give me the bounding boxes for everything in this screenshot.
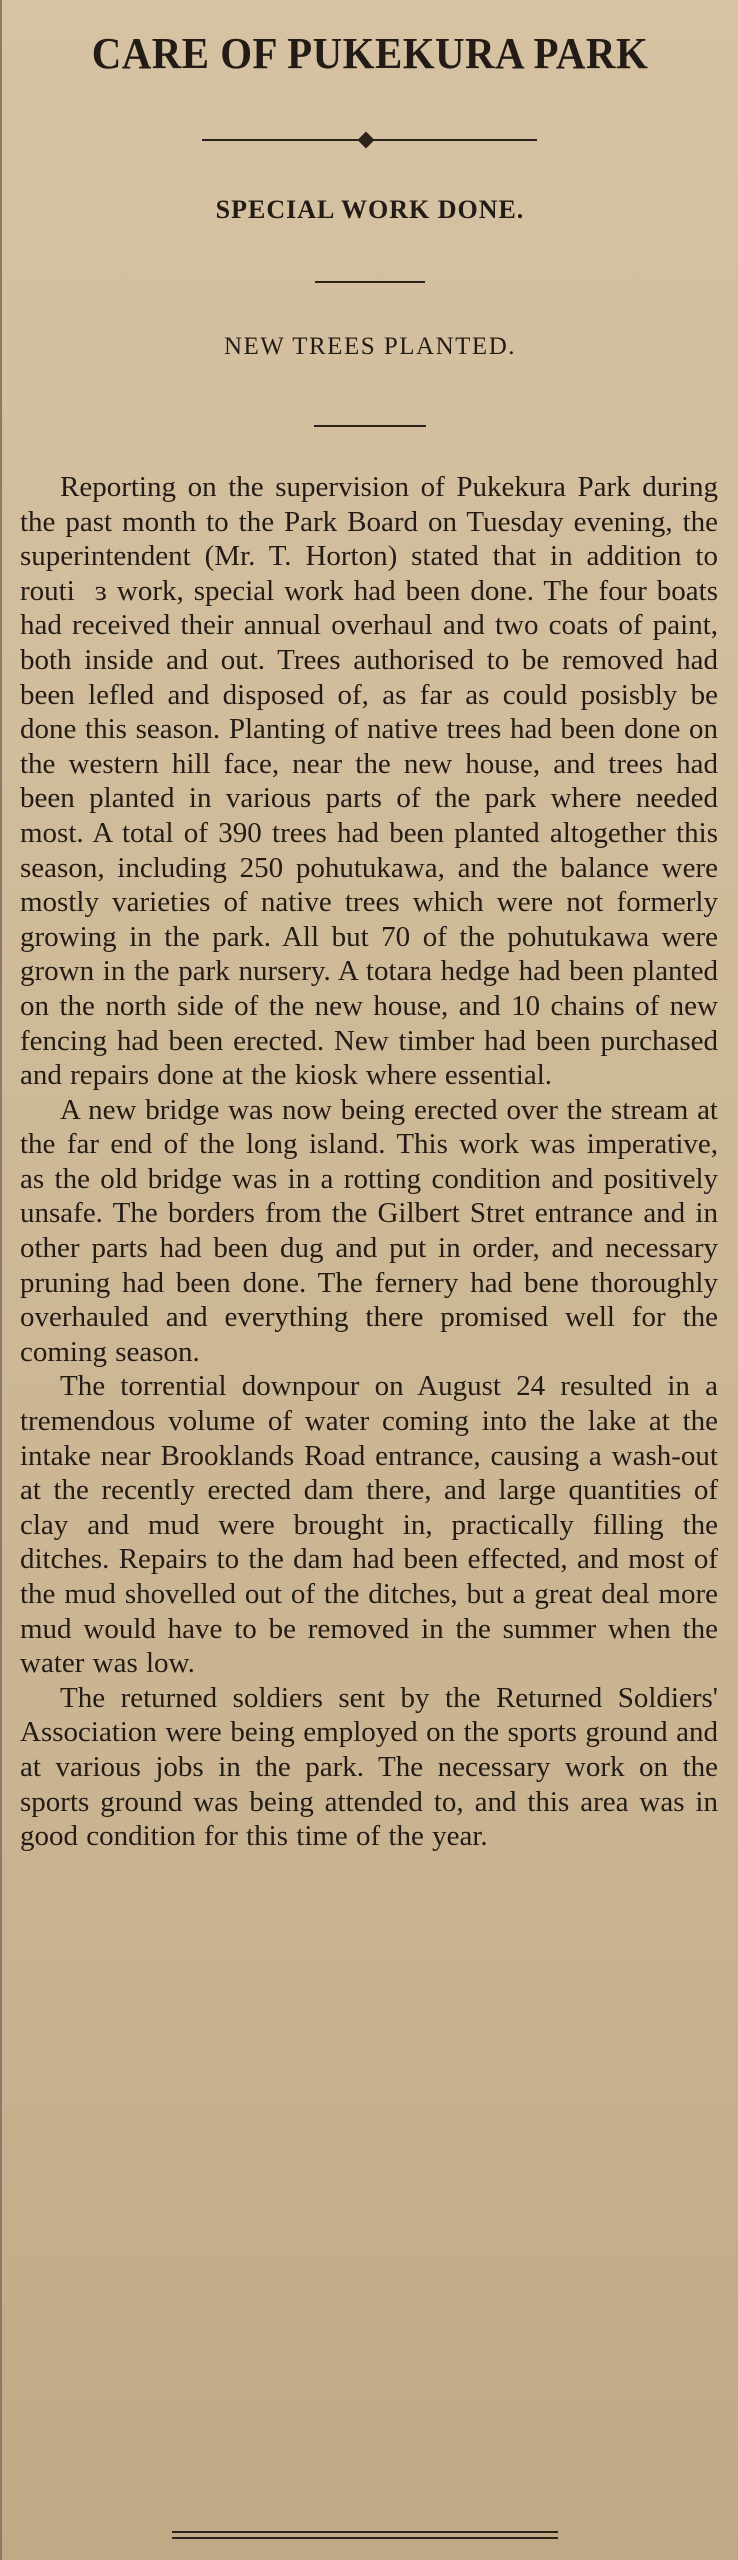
article-paragraph: The returned soldiers sent by the Returned Soldiers' Association were being employed on the sports ground and at various jobs in the park. The necessary work on the sports ground was being attended to, and this area was in good condition for this time of the year. <box>20 1681 718 1853</box>
subheading-special-work: SPECIAL WORK DONE. <box>215 195 525 224</box>
divider-rule <box>315 281 425 283</box>
article-paragraph: The torrential downpour on August 24 resulted in a tremendous volume of water coming into the lake at the intake near Brooklands Road entrance, causing a wash-out at the recently erected dam there, and large quantities of clay and mud were brought in, practically filling the ditches. Repairs to the dam had been effected, and most of the mud shovelled out of the ditches, but a great deal more mud would have to be removed in the summer when the water was low. <box>20 1370 718 1680</box>
divider-rule <box>314 425 426 427</box>
diamond-ornament-icon <box>358 132 375 149</box>
end-double-rule <box>172 2531 558 2539</box>
headline: CARE OF PUKEKURA PARK <box>91 29 649 78</box>
article-body <box>20 470 718 1854</box>
subheading-new-trees: NEW TREES PLANTED. <box>223 333 517 360</box>
article-paragraph: A new bridge was now being erected over the stream at the far end of the long island. This work was imperative, as the old bridge was in a rotting condition and positively unsafe. The borders from the Gilbert Stret entrance and in other parts had been dug and put in order, and necessary pruning had been done. The fernery had bene thoroughly overhauled and everything there promised well for the coming season. <box>20 1093 718 1368</box>
ornamental-rule <box>202 139 537 141</box>
article-paragraph: Reporting on the supervision of Pukekura Park during the past month to the Park Board on Tuesday evening, the superintendent (Mr. T. Horton) stated that in addition to routi ɜ work, special work had been done. The four boats had received their annual overhaul and two coats of paint, both inside and out. Trees authorised to be removed had been lefled and disposed of, as far as could posisbly be done this season. Planting of native trees had been done on the western hill face, near the new house, and trees had been planted in various parts of the park where needed most. A total of 390 trees had been planted altogether this season, including 250 pohutukawa, and the balance were mostly varieties of native trees which were not formerly growing in the park. All but 70 of the pohutukawa were grown in the park nursery. A totara hedge had been planted on the north side of the new house, and 10 chains of new fencing had been erected. New timber had been purchased and repairs done at the kiosk where essential. <box>20 471 718 1092</box>
